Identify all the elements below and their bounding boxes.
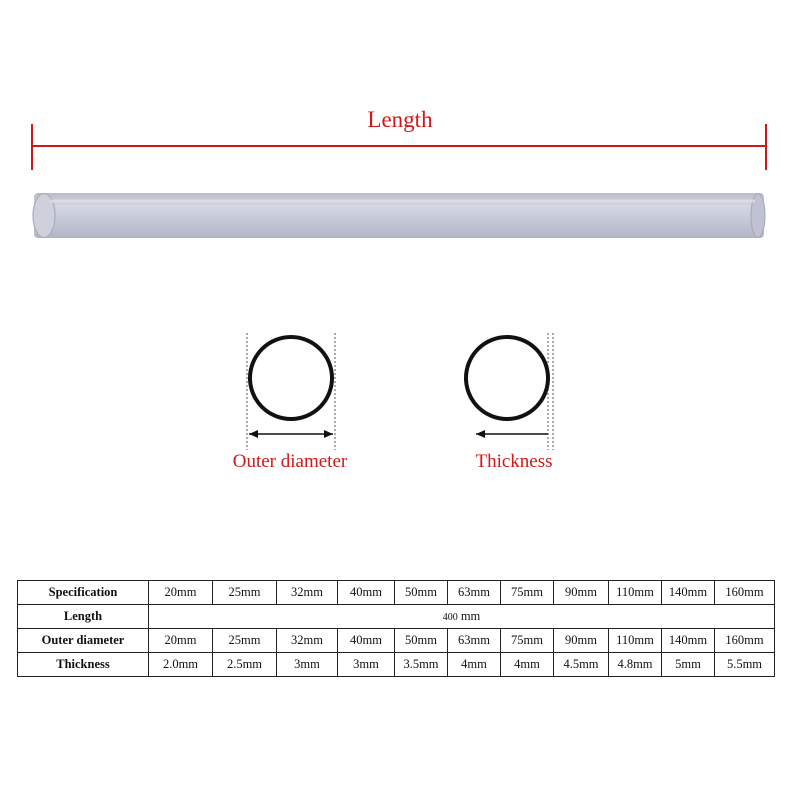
spec-cell: 63mm	[448, 581, 501, 605]
od-cell: 50mm	[395, 629, 448, 653]
thickness-cell: 5.5mm	[715, 653, 775, 677]
outer-diameter-row	[18, 629, 775, 653]
od-cell: 140mm	[662, 629, 715, 653]
spec-header: Specification	[18, 581, 149, 605]
thickness-header: Thickness	[18, 653, 149, 677]
od-cell: 90mm	[554, 629, 609, 653]
length-label: Length	[367, 107, 433, 132]
thickness-cell: 3mm	[277, 653, 338, 677]
od-cell: 20mm	[149, 629, 213, 653]
spec-cell: 25mm	[213, 581, 277, 605]
thickness-cell: 2.0mm	[149, 653, 213, 677]
thickness-cell: 4.8mm	[609, 653, 662, 677]
length-header: Length	[18, 605, 149, 629]
spec-cell: 50mm	[395, 581, 448, 605]
thickness-cell: 3.5mm	[395, 653, 448, 677]
spec-row	[18, 581, 775, 605]
spec-cell: 90mm	[554, 581, 609, 605]
thickness-cell: 4.5mm	[554, 653, 609, 677]
spec-cell: 140mm	[662, 581, 715, 605]
thickness-label: Thickness	[475, 451, 553, 472]
length-value: 400	[442, 612, 458, 623]
od-cell: 63mm	[448, 629, 501, 653]
spec-table	[17, 580, 775, 677]
od-cell: 25mm	[213, 629, 277, 653]
spec-cell: 40mm	[338, 581, 395, 605]
spec-cell: 32mm	[277, 581, 338, 605]
th-circle	[466, 337, 548, 419]
spec-cell: 110mm	[609, 581, 662, 605]
thickness-cell: 3mm	[338, 653, 395, 677]
od-cell: 32mm	[277, 629, 338, 653]
thickness-row	[18, 653, 775, 677]
pipe-rod-image	[33, 193, 765, 238]
spec-cell: 20mm	[149, 581, 213, 605]
length-unit: mm	[460, 609, 481, 623]
outer-diameter-header: Outer diameter	[18, 629, 149, 653]
length-row	[18, 605, 775, 629]
thickness-circle-icon	[466, 333, 553, 450]
od-cell: 160mm	[715, 629, 775, 653]
thickness-cell: 2.5mm	[213, 653, 277, 677]
od-circle	[250, 337, 332, 419]
od-cell: 110mm	[609, 629, 662, 653]
thickness-cell: 5mm	[662, 653, 715, 677]
outer-diameter-label: Outer diameter	[232, 451, 348, 472]
length-value-cell	[149, 605, 775, 629]
outer-diameter-circle-icon	[247, 333, 335, 450]
od-cell: 75mm	[501, 629, 554, 653]
thickness-cell: 4mm	[501, 653, 554, 677]
spec-cell: 75mm	[501, 581, 554, 605]
od-cell: 40mm	[338, 629, 395, 653]
spec-cell: 160mm	[715, 581, 775, 605]
thickness-cell: 4mm	[448, 653, 501, 677]
